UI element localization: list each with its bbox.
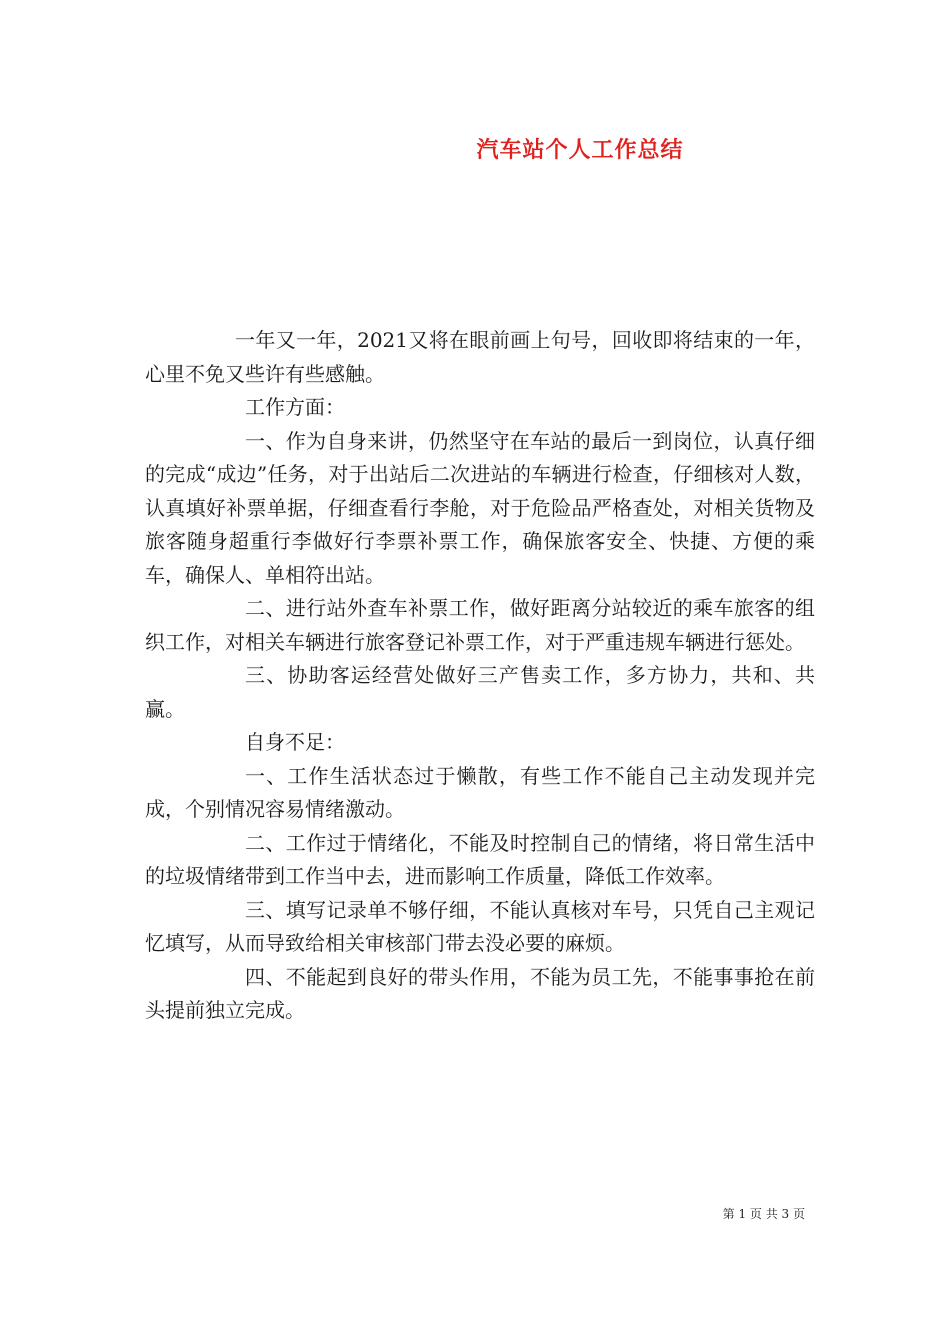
paragraph-shortcoming-4: 四、不能起到良好的带头作用，不能为员工先，不能事事抢在前头提前独立完成。 [145,964,815,1022]
section-heading-shortcomings: 自身不足： [245,730,345,754]
section-heading-work: 工作方面： [245,395,345,419]
paragraph-work-2: 二、进行站外查车补票工作，做好距离分站较近的乘车旅客的组织工作，对相关车辆进行旅客登记补票工作，对于严重违规车辆进行惩处。 [145,596,815,654]
paragraph-shortcoming-3: 三、填写记录单不够仔细，不能认真核对车号，只凭自己主观记忆填写，从而导致给相关审核部门带去没必要的麻烦。 [145,897,815,955]
paragraph-intro: 一年又一年，2021又将在眼前画上句号，回收即将结束的一年，心里不免又些许有些感触。 [145,328,815,386]
paragraph-shortcoming-1: 一、工作生活状态过于懒散，有些工作不能自己主动发现并完成，个别情况容易情绪激动。 [145,763,815,821]
paragraph-work-1: 一、作为自身来讲，仍然坚守在车站的最后一到岗位，认真仔细的完成“成边”任务，对于出站后二次进站的车辆进行检查，仔细核对人数，认真填好补票单据，仔细查看行李舱，对于危险品严格查处，对相关货物及旅客随身超重行李做好行李票补票工作，确保旅客安全、快捷、方便的乘车，确保人、单相符出站。 [145,428,815,587]
document-body [145,324,815,1028]
document-title: 汽车站个人工作总结 [476,137,684,163]
paragraph-shortcoming-2: 二、工作过于情绪化，不能及时控制自己的情绪，将日常生活中的垃圾情绪带到工作当中去，进而影响工作质量，降低工作效率。 [145,830,815,888]
paragraph-work-3: 三、协助客运经营处做好三产售卖工作，多方协力，共和、共赢。 [145,663,815,721]
page-number-footer: 第 1 页 共 3 页 [722,1207,805,1221]
